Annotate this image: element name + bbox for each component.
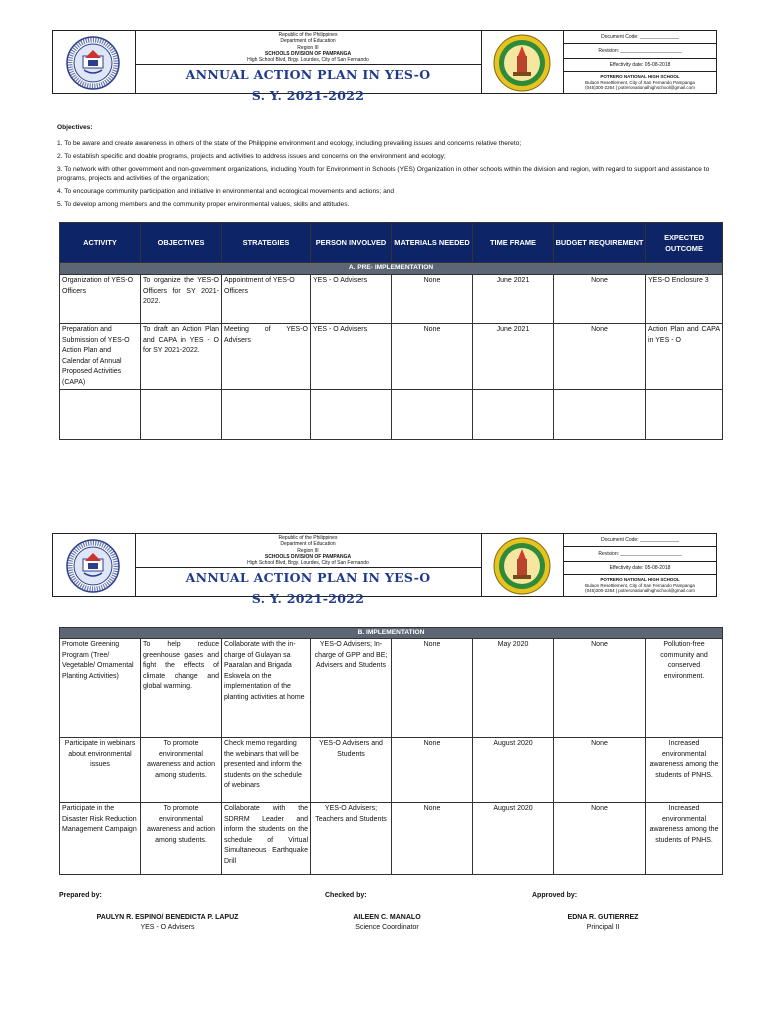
checked-role: Science Coordinator [355, 924, 419, 931]
prepared-name: PAULYN R. ESPINO/ BENEDICTA P. LAPUZ [96, 914, 239, 921]
deped-seal-icon [66, 539, 120, 593]
cell-strategies: Collaborate with the in-charge of Gulayan sa Paaralan and Brigada Eskwela on the implementation of the planting activities at home [222, 639, 311, 738]
cell-materials: None [392, 324, 473, 390]
col-person-involved: PERSON INVOLVED [311, 223, 392, 263]
document-code: Document Code: ______________ [563, 31, 717, 44]
effectivity-date: Effectivity date: 05-08-2018 [563, 562, 717, 575]
table-row [60, 324, 723, 390]
cell-strategies: Check memo regarding the webinars that will be presented and inform the students on the schedule of webinars [222, 738, 311, 803]
table-row-empty [60, 390, 723, 440]
cell-objectives: To help reduce greenhouse gases and fight the effects of climate change and global warming. [141, 639, 222, 738]
document-header-1 [52, 30, 717, 104]
objective-item: 5. To develop among members and the community proper environmental values, skills and attitudes. [57, 201, 350, 208]
cell-time-frame: June 2021 [473, 324, 554, 390]
action-plan-table-b [59, 627, 723, 875]
approved-role: Principal II [586, 924, 620, 931]
school-year: S. Y. 2021-2022 [251, 88, 365, 104]
col-expected-outcome: EXPECTED OUTCOME [646, 223, 723, 263]
revision: Revision: ______________________ [563, 547, 717, 562]
cell-objectives: To promote environmental awareness and action among students. [141, 738, 222, 803]
approved-label: Approved by: [532, 892, 578, 899]
objective-item: 1. To be aware and create awareness in others of the state of the Philippine environment and ecology, including prevailing issues and concerns relative thereto; [57, 140, 522, 147]
school-address: Bulaon Resettlement, City of San Fernando Pampanga [585, 582, 695, 588]
cell-person: YES - O Advisers [311, 275, 392, 324]
school-year: S. Y. 2021-2022 [251, 591, 365, 607]
document-header-2 [52, 533, 717, 607]
objective-item: 4. To encourage community participation and initiative in environmental and ecological movements and actions; and [57, 188, 395, 195]
checked-signatory [332, 913, 442, 933]
revision: Revision: ______________________ [563, 44, 717, 59]
col-time-frame: TIME FRAME [473, 223, 554, 263]
col-activity: ACTIVITY [60, 223, 141, 263]
school-seal-icon [493, 34, 551, 92]
col-budget-requirement: BUDGET REQUIREMENT [554, 223, 646, 263]
cell-outcome: Action Plan and CAPA in YES - O [646, 324, 723, 390]
address-text: High School Blvd, Brgy. Lourdes, City of San Fernando [247, 560, 369, 567]
table-row [60, 639, 723, 738]
region-text: Region III [297, 547, 319, 554]
cell-outcome: Increased environmental awareness among the students of PNHS. [646, 738, 723, 803]
cell-activity: Organization of YES-O Officers [60, 275, 141, 324]
cell-outcome: YES-O Enclosure 3 [646, 275, 723, 324]
school-address: Bulaon Resettlement, City of San Fernando Pampanga [585, 79, 695, 85]
cell-materials: None [392, 275, 473, 324]
document-title: ANNUAL ACTION PLAN IN YES-O [185, 570, 431, 586]
effectivity-date: Effectivity date: 05-08-2018 [563, 59, 717, 72]
cell-time-frame: June 2021 [473, 275, 554, 324]
cell-activity: Participate in the Disaster Risk Reduction Management Campaign [60, 803, 141, 875]
school-contact: (045)300-2264 | potreronationalhighschool@gmail.com [585, 588, 695, 593]
school-contact: (045)300-2264 | potreronationalhighschool@gmail.com [585, 85, 695, 90]
cell-budget: None [554, 324, 646, 390]
cell-materials: None [392, 803, 473, 875]
cell-activity: Preparation and Submission of YES-O Action Plan and Calendar of Annual Proposed Activities (CAPA) [60, 324, 141, 390]
col-materials-needed: MATERIALS NEEDED [392, 223, 473, 263]
region-text: Region III [297, 44, 319, 51]
cell-person: YES-O Advisers and Students [311, 738, 392, 803]
cell-objectives: To draft an Action Plan and CAPA in YES - O for SY 2021-2022. [141, 324, 222, 390]
objective-item: 2. To establish specific and doable programs, projects and activities to address issues and concerns on the environment and ecology; [57, 153, 446, 160]
table-row [60, 738, 723, 803]
checked-label: Checked by: [325, 892, 367, 899]
department-text: Department of Education [280, 38, 336, 45]
cell-materials: None [392, 639, 473, 738]
approved-signatory [548, 913, 658, 933]
cell-time-frame: May 2020 [473, 639, 554, 738]
school-seal-icon [493, 537, 551, 595]
republic-text: Republic of the Philippines [278, 32, 338, 38]
table-row [60, 803, 723, 875]
col-objectives: OBJECTIVES [141, 223, 222, 263]
cell-materials: None [392, 738, 473, 803]
cell-strategies: Collaborate with the SDRRM Leader and inform the students on the schedule of Virtual Simultaneous Earthquake Drill [222, 803, 311, 875]
objectives-label: Objectives: [57, 124, 93, 131]
cell-budget: None [554, 275, 646, 324]
cell-outcome: Increased environmental awareness among the students of PNHS. [646, 803, 723, 875]
cell-budget: None [554, 738, 646, 803]
cell-activity: Promote Greening Program (Tree/ Vegetable/ Ornamental Planting Activities) [60, 639, 141, 738]
document-title: ANNUAL ACTION PLAN IN YES-O [185, 67, 431, 83]
cell-strategies: Meeting of YES-O Advisers [222, 324, 311, 390]
school-name: POTRERO NATIONAL HIGH SCHOOL [600, 74, 680, 79]
cell-activity: Participate in webinars about environmental issues [60, 738, 141, 803]
cell-budget: None [554, 803, 646, 875]
cell-outcome: Pollution-free community and conserved environment. [646, 639, 723, 738]
section-implementation: B. IMPLEMENTATION [60, 628, 723, 639]
cell-objectives: To organize the YES-O Officers for SY 2021-2022. [141, 275, 222, 324]
address-text: High School Blvd, Brgy. Lourdes, City of San Fernando [247, 57, 369, 64]
cell-person: YES - O Advisers [311, 324, 392, 390]
table-header-row [60, 223, 723, 263]
deped-seal-icon [66, 36, 120, 90]
document-code: Document Code: ______________ [563, 534, 717, 547]
prepared-role: YES - O Advisers [140, 924, 195, 931]
approved-name: EDNA R. GUTIERREZ [567, 914, 639, 921]
objectives-section [57, 123, 717, 209]
cell-person: YES-O Advisers; In-charge of GPP and BE; Advisers and Students [311, 639, 392, 738]
division-text: SCHOOLS DIVISION OF PAMPANGA [264, 553, 352, 560]
prepared-signatory [80, 913, 255, 933]
republic-text: Republic of the Philippines [278, 535, 338, 541]
cell-time-frame: August 2020 [473, 803, 554, 875]
section-pre-implementation: A. PRE- IMPLEMENTATION [60, 263, 723, 275]
cell-time-frame: August 2020 [473, 738, 554, 803]
division-text: SCHOOLS DIVISION OF PAMPANGA [264, 50, 352, 57]
department-text: Department of Education [280, 541, 336, 548]
checked-name: AILEEN C. MANALO [353, 914, 421, 921]
cell-person: YES-O Advisers; Teachers and Students [311, 803, 392, 875]
school-name: POTRERO NATIONAL HIGH SCHOOL [600, 577, 680, 582]
table-row [60, 275, 723, 324]
prepared-label: Prepared by: [59, 892, 102, 899]
cell-strategies: Appointment of YES-O Officers [222, 275, 311, 324]
col-strategies: STRATEGIES [222, 223, 311, 263]
cell-objectives: To promote environmental awareness and action among students. [141, 803, 222, 875]
action-plan-table-a [59, 222, 723, 440]
cell-budget: None [554, 639, 646, 738]
objective-item: 3. To network with other government and non-government organizations, including Youth for Environment in Schools (YES) Organization in other schools within the division and region, with regard to support and assistance to programs, projects and activities of the organization; [57, 166, 710, 182]
